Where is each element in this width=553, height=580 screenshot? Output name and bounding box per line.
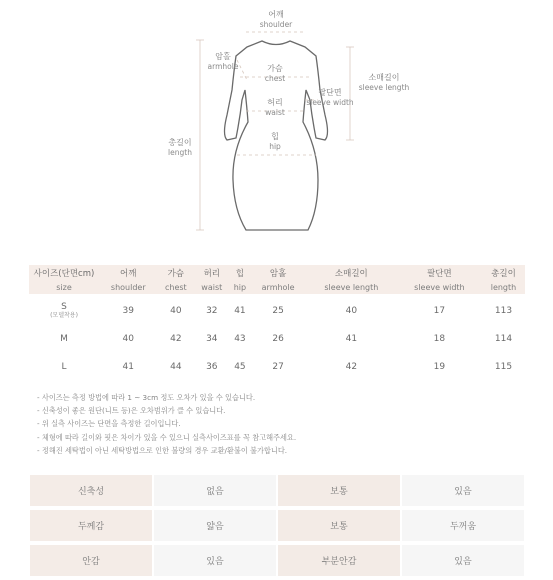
label-hip-ko: 힙 xyxy=(271,132,279,141)
model-note: (모델착용) xyxy=(50,312,78,319)
note-line: - 체형에 따라 길이와 핏은 차이가 있을 수 있으니 실측사이즈표를 꼭 참고해주세요. xyxy=(37,432,297,442)
note-line: - 정해진 세탁법이 아닌 세탁방법으로 인한 불량의 경우 교환/환불이 불가합니다. xyxy=(37,445,288,455)
table-cell: 40 xyxy=(122,334,134,344)
table-header-en xyxy=(29,280,525,294)
note-line: - 신축성이 좋은 원단(니트 등)은 오차범위가 클 수 있습니다. xyxy=(37,406,226,416)
attr-row-thickness xyxy=(30,510,524,541)
header-cell: 사이즈(단면cm) xyxy=(29,265,99,280)
label-chest xyxy=(255,64,295,84)
attr-option-selected: 부분안감 xyxy=(278,545,400,576)
label-sleeve-width xyxy=(303,88,357,108)
table-row xyxy=(29,297,525,325)
label-length-ko: 총길이 xyxy=(168,138,192,147)
label-hip-en: hip xyxy=(269,142,281,151)
table-cell: 41 xyxy=(345,334,358,344)
table-cell: 27 xyxy=(272,362,284,372)
label-shoulder xyxy=(251,10,301,30)
attr-label: 안감 xyxy=(30,545,152,576)
label-armhole xyxy=(202,52,244,72)
attr-option: 두꺼움 xyxy=(402,510,524,541)
table-cell: 45 xyxy=(234,362,246,372)
dress-illustration xyxy=(0,0,553,250)
label-chest-ko: 가슴 xyxy=(267,64,283,73)
label-sleeve-length-en: sleeve length xyxy=(358,83,410,92)
attr-label: 신축성 xyxy=(30,475,152,506)
header-cell: 힙 xyxy=(229,265,250,280)
table-cell: 115 xyxy=(494,362,513,372)
label-chest-en: chest xyxy=(264,74,286,83)
table-row xyxy=(29,353,525,381)
table-cell: 114 xyxy=(494,334,513,344)
label-length xyxy=(160,138,200,158)
table-cell: 41 xyxy=(234,306,246,316)
note-line: - 사이즈는 측정 방법에 따라 1 ~ 3cm 정도 오차가 있을 수 있습니다. xyxy=(37,393,256,402)
fabric-attributes xyxy=(30,475,524,580)
header-cell: hip xyxy=(229,280,250,294)
table-cell: 34 xyxy=(206,334,218,344)
header-cell: size xyxy=(29,280,99,294)
label-sleeve-width-en: sleeve width xyxy=(306,98,354,107)
label-shoulder-en: shoulder xyxy=(259,20,293,29)
table-cell: 42 xyxy=(170,334,182,344)
header-cell: chest xyxy=(158,280,195,294)
table-cell: 39 xyxy=(122,306,134,316)
size-label: M xyxy=(60,334,68,344)
table-cell: 44 xyxy=(170,362,182,372)
header-cell: length xyxy=(482,280,525,294)
attr-option-selected: 보통 xyxy=(278,510,400,541)
header-cell: waist xyxy=(194,280,229,294)
note-line: - 위 실측 사이즈는 단면을 측정한 길이입니다. xyxy=(37,419,181,429)
label-waist-en: waist xyxy=(265,108,285,117)
attr-row-stretch xyxy=(30,475,524,506)
label-armhole-en: armhole xyxy=(207,62,239,71)
table-header-ko xyxy=(29,265,525,280)
table-cell: 40 xyxy=(170,306,182,316)
attr-option-selected: 보통 xyxy=(278,475,400,506)
attr-option: 있음 xyxy=(154,545,276,576)
header-cell: 가슴 xyxy=(158,265,195,280)
table-cell: 41 xyxy=(122,362,134,372)
size-notes xyxy=(37,391,517,457)
label-waist-ko: 허리 xyxy=(267,98,283,107)
header-cell: shoulder xyxy=(99,280,158,294)
table-cell: 18 xyxy=(433,334,446,344)
label-length-en: length xyxy=(168,148,192,157)
label-shoulder-ko: 어깨 xyxy=(268,10,284,19)
attr-label: 두께감 xyxy=(30,510,152,541)
size-table xyxy=(29,265,525,381)
header-cell: 암홀 xyxy=(250,265,306,280)
table-cell: 26 xyxy=(272,334,284,344)
label-sleeve-length-ko: 소매길이 xyxy=(368,73,400,82)
table-cell: 25 xyxy=(272,306,284,316)
size-label: L xyxy=(61,362,67,372)
header-cell: 어깨 xyxy=(99,265,158,280)
header-cell: armhole xyxy=(250,280,306,294)
header-cell: 소매길이 xyxy=(306,265,397,280)
header-cell: 팔단면 xyxy=(397,265,482,280)
attr-option: 있음 xyxy=(402,475,524,506)
table-row xyxy=(29,325,525,353)
table-cell: 36 xyxy=(206,362,218,372)
attr-option: 얇음 xyxy=(154,510,276,541)
table-cell: 19 xyxy=(433,362,446,372)
size-label: S xyxy=(61,302,67,312)
size-cell xyxy=(29,297,99,325)
table-cell: 40 xyxy=(345,306,358,316)
table-cell: 113 xyxy=(494,306,513,316)
attr-row-lining xyxy=(30,545,524,576)
label-sleeve-width-ko: 팔단면 xyxy=(318,88,342,97)
table-cell: 43 xyxy=(234,334,246,344)
label-armhole-ko: 암홀 xyxy=(215,52,231,61)
size-diagram xyxy=(0,0,553,250)
header-cell: 총길이 xyxy=(482,265,525,280)
label-sleeve-length xyxy=(355,73,413,93)
table-cell: 17 xyxy=(433,306,446,316)
label-waist xyxy=(255,98,295,118)
header-cell: sleeve length xyxy=(306,280,397,294)
attr-option: 있음 xyxy=(402,545,524,576)
header-cell: sleeve width xyxy=(397,280,482,294)
label-hip xyxy=(255,132,295,152)
attr-option: 없음 xyxy=(154,475,276,506)
header-cell: 허리 xyxy=(194,265,229,280)
table-cell: 32 xyxy=(206,306,218,316)
table-cell: 42 xyxy=(345,362,358,372)
